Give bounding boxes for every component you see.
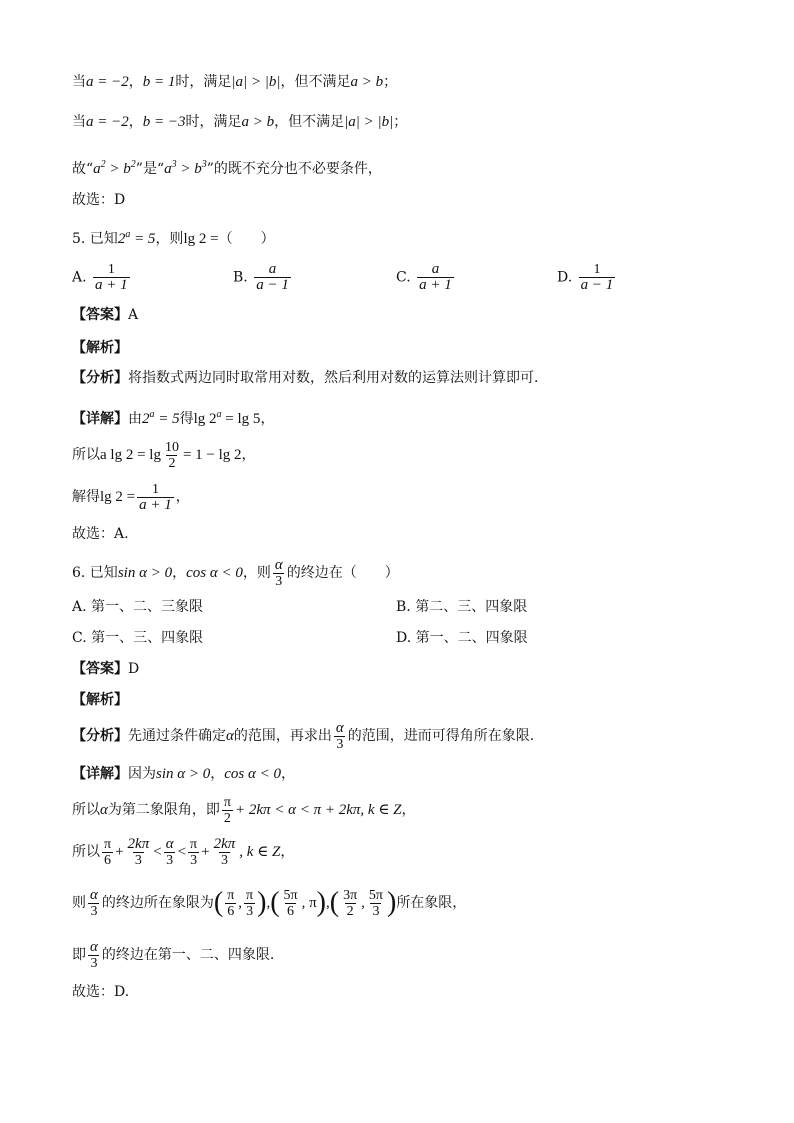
q5-stem: 5. 已知$2^a = 5$，则lg 2 =（ ） xyxy=(72,229,275,247)
fraction: $\frac{\alpha}{3}$ xyxy=(274,556,283,589)
math-cube-inequality: $a^3 > b^3$ xyxy=(164,159,207,177)
math: $2^a = 5$ xyxy=(117,229,156,247)
q6-line-4: 则 $\frac{\alpha}{3}$ 的终边所在象限为( $\frac{\pi}{6}$ , $\frac{\pi}{3}$ ),( $\frac{5\pi}{6}$ , π),( $\frac{3\pi}{2}$ , $\frac{5\pi}{3}$ )所在象限， xyxy=(72,886,467,919)
q5-choice: 故选：A. xyxy=(72,526,129,542)
q6-line-2: 所以α为第二象限角，即 $\frac{\pi}{2}$ + 2kπ < α < π + 2kπ, k ∈ Z， xyxy=(72,794,416,826)
q5-analysis-heading: 【解析】 xyxy=(72,340,128,356)
q6-answer: 【答案】D xyxy=(72,661,140,677)
q6-line-5: 即 $\frac{\alpha}{3}$ 的终边在第一、二、四象限. xyxy=(72,938,275,971)
q6-option-a[interactable]: A. 第一、二、三象限 xyxy=(72,599,204,615)
math: = 1 − lg 2 xyxy=(182,447,242,463)
math: k ∈ Z xyxy=(246,844,281,860)
q5-fenxi: 【分析】将指数式两边同时取常用对数，然后利用对数的运算法则计算即可. xyxy=(72,370,539,386)
q6-option-d[interactable]: D. 第一、二、四象限 xyxy=(396,630,528,646)
fraction: $\frac{1}{a + 1}$ xyxy=(95,262,128,293)
q6-option-c[interactable]: C. 第一、三、四象限 xyxy=(72,630,204,646)
fraction: $\frac{1}{a - 1}$ xyxy=(580,262,614,293)
fraction: $\frac{\pi}{2}$ xyxy=(223,794,231,826)
math: b = −3 xyxy=(142,114,186,130)
fraction: $\frac{a}{a - 1}$ xyxy=(256,261,289,293)
math: a = −2 xyxy=(86,74,129,90)
q5-option-c[interactable]: C. $\frac{a}{a + 1}$ xyxy=(396,261,452,293)
q5-option-d[interactable]: D. $\frac{1}{a - 1}$ xyxy=(557,262,614,293)
text-line-3: 故“$a^2 > b^2$”是“$a^3 > b^3$”的既不充分也不必要条件， xyxy=(72,159,382,177)
math-power-inequality: $a^2 > b^2$ xyxy=(93,159,136,177)
fraction: $\frac{\alpha}{3}$ xyxy=(335,719,344,752)
q6-stem: 6. 已知sin α > 0，cos α < 0，则 $\frac{\alpha}{3}$ 的终边在（ ） xyxy=(72,556,399,589)
q5-so-line: 所以a lg 2 = lg $\frac{10}{2}$ = 1 − lg 2， xyxy=(72,439,256,471)
math: a = −2 xyxy=(86,114,129,130)
math: |a| > |b| xyxy=(231,74,281,90)
q5-detail: 【详解】由$2^a = 5$得$\lg 2^a = \lg 5$， xyxy=(72,409,275,427)
q5-option-b[interactable]: B. $\frac{a}{a - 1}$ xyxy=(233,261,289,293)
q6-option-b[interactable]: B. 第二、三、四象限 xyxy=(396,599,528,615)
math: a lg 2 = lg xyxy=(100,447,161,463)
text-line-2: 当a = −2，b = −3时，满足a > b，但不满足|a| > |b|； xyxy=(72,114,408,130)
q6-choice: 故选：D. xyxy=(72,984,130,1000)
math: a > b xyxy=(241,114,275,130)
math: lg 2 = xyxy=(100,489,136,505)
math: $2^a = 5$ xyxy=(142,409,180,427)
q6-line-3: 所以 $\frac{\pi}{6}$ + $\frac{2k\pi}{3}$ < $\frac{\alpha}{3}$ < $\frac{\pi}{3}$ + $\frac{2k\pi}{3}$ , k ∈ Z， xyxy=(72,835,295,868)
text-line-4: 故选：D xyxy=(72,192,126,208)
q6-detail: 【详解】因为sin α > 0，cos α < 0， xyxy=(72,766,296,782)
fraction: $\frac{a}{a + 1}$ xyxy=(419,261,452,293)
fraction: $\frac{10}{2}$ xyxy=(164,439,179,471)
math: $\lg 2^a = \lg 5$ xyxy=(193,409,261,427)
q6-analysis-heading: 【解析】 xyxy=(72,692,128,708)
math: cos α < 0 xyxy=(224,766,282,782)
math: sin α > 0 xyxy=(117,565,173,581)
math: b = 1 xyxy=(142,74,176,90)
q5-option-a[interactable]: A. $\frac{1}{a + 1}$ xyxy=(72,262,128,293)
math: |a| > |b| xyxy=(344,114,394,130)
math: a > b xyxy=(350,74,384,90)
text-line-1: 当a = −2，b = 1时，满足|a| > |b|，但不满足a > b； xyxy=(72,74,398,90)
q6-fenxi: 【分析】先通过条件确定α的范围，再求出 $\frac{\alpha}{3}$ 的范围，进而可得角所在象限. xyxy=(72,719,535,752)
fraction: $\frac{1}{a + 1}$ xyxy=(139,481,172,513)
math: sin α > 0 xyxy=(156,766,211,782)
math: + 2kπ < α < π + 2kπ, k ∈ Z xyxy=(234,802,402,818)
q5-answer: 【答案】A xyxy=(72,307,139,323)
q5-solve-line: 解得lg 2 = $\frac{1}{a + 1}$ ， xyxy=(72,481,190,513)
math: cos α < 0 xyxy=(186,565,243,581)
math: lg 2 = xyxy=(183,231,219,247)
